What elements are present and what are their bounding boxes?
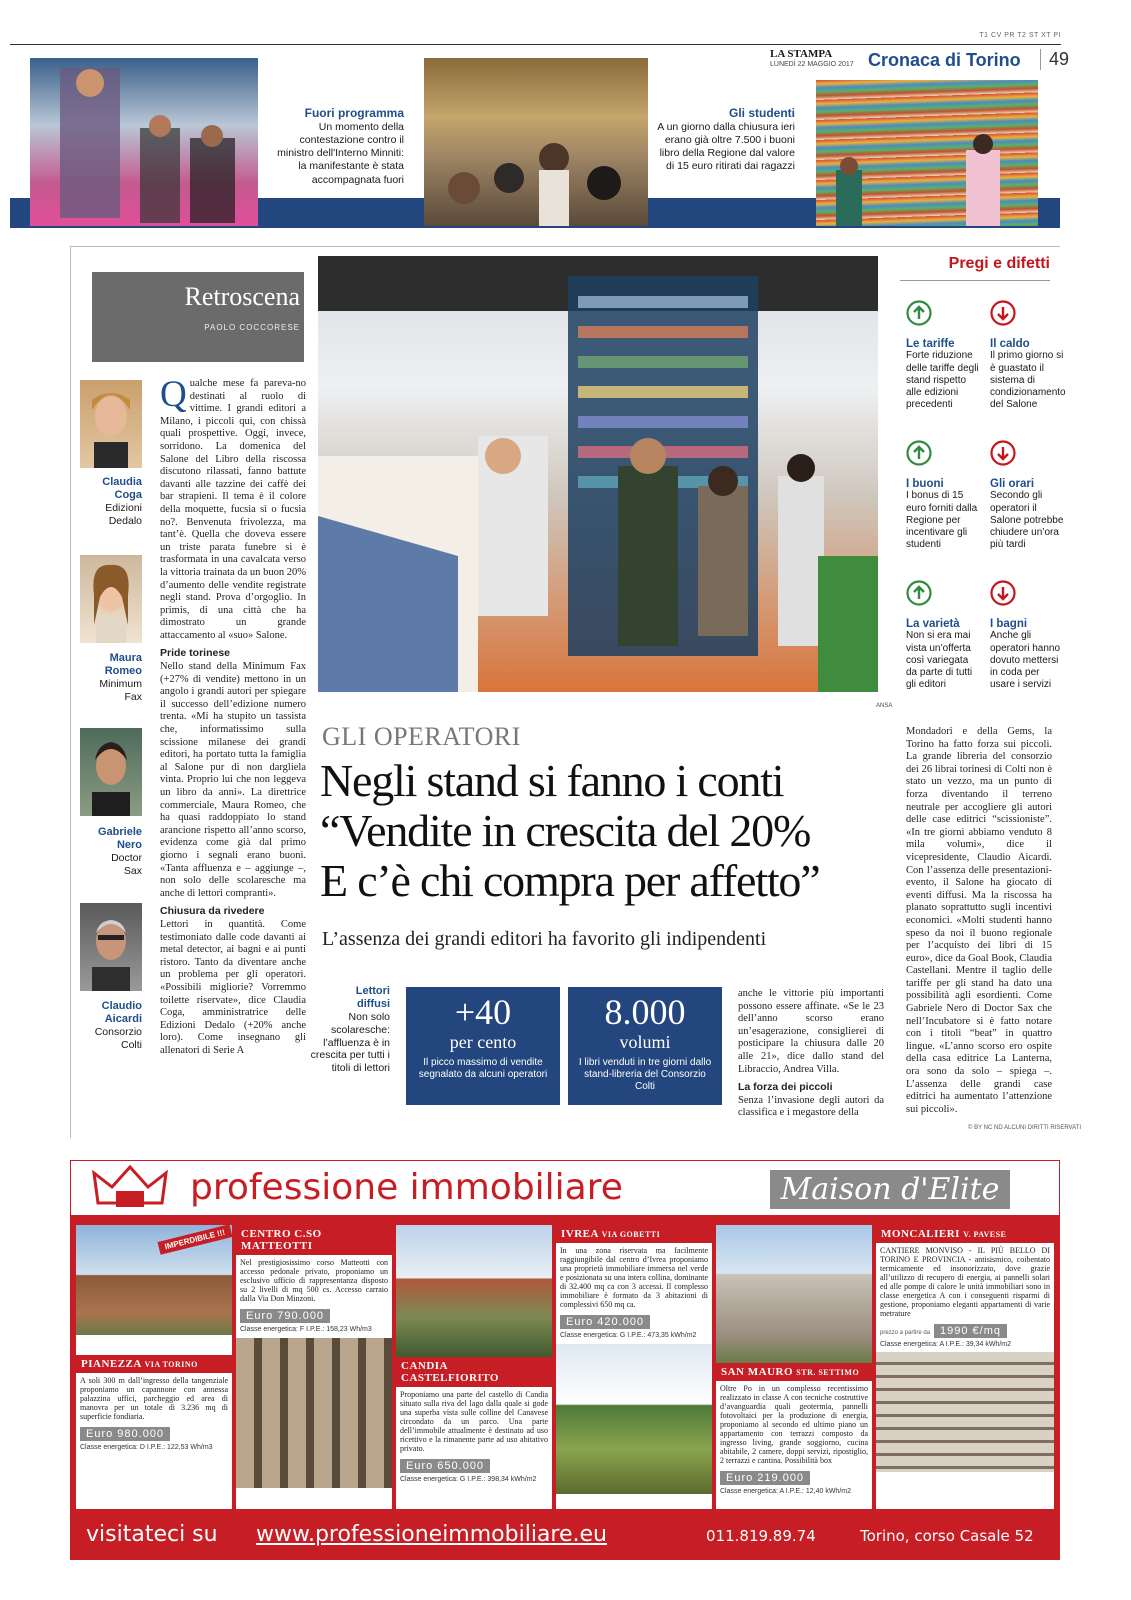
- listing-photo: [396, 1225, 552, 1357]
- subheading: Pride torinese: [160, 647, 231, 660]
- article-column-3: Mondadori e della Gems, la Torino ha fatto forza sui piccoli. La grande libreria del consorzio dei 26 librai torinesi di Colti non è stato un vezzo, ma un punto di forza diventando il terreno neutrale per accogliere gli autori delle case editrici “scissioniste”. «In tre giorni abbiamo venduto 8 mila volumi», dice il vicepresidente, Claudio Aicardi. Con l’assenza delle presentazioni-evento, il Salone ha giocato di eventi diffusi. Ma la riscossa ha planato soprattutto sugli incentivi economici. «Molti studenti hanno speso da noi il buono regionale per l’acquisto dei libri di 15 euro», dice da Goal Book, Claudia Castellani. Mentre il taglio delle tariffe per gli stand ha dato una possibilità agli esordienti. Come Gabriele Nero di Doctor Sax che nell’Incubatore si è fatto notare con i titoli “beat” in quattro lingue. «L’anno scorso ero ospite della casa editrice La Lanterna, ora sono da solo – spiega –. L’assenza delle grandi case editrici ha aumentato l’attenzione sui piccoli».: [906, 726, 1052, 1115]
- subheading: Chiusura da rivedere: [160, 905, 265, 918]
- article-column-2: anche le vittorie più importanti possono essere affinate. «Se le 23 dell’anno scorso erano un’esagerazione, consiglierei di posticipare la chiusura dalle 20 alle 21», dice dallo stand del Libraccio, Andrea Villa. La forza dei piccoli Senza l’invasione degli autori da classifica e i megastore della: [738, 988, 884, 1119]
- listing-town: PIANEZZA VIA TORINO: [76, 1355, 232, 1373]
- header-rule: [10, 44, 1061, 45]
- footer-url[interactable]: www.professioneimmobiliare.eu: [256, 1522, 607, 1547]
- listing-badge: IMPERDIBILE !!!: [158, 1225, 232, 1255]
- listing-town: CENTRO C.SO MATTEOTTI: [236, 1225, 392, 1255]
- listing-candia: [396, 1225, 552, 1509]
- caption-text: A un giorno dalla chiusura ieri erano già oltre 7.500 i buoni libro della Regione dal valore di 15 euro ritirati dai ragazzi: [657, 121, 795, 173]
- pregi-difetti-rule: [900, 280, 1050, 281]
- stat-unit: volumi: [619, 1032, 671, 1052]
- pregio-item: Le tariffe Forte riduzione delle tariffe degli stand rispetto alle edizioni precedenti: [906, 300, 982, 411]
- arrow-up-icon: [906, 300, 932, 326]
- book-wall-photo: [816, 80, 1038, 226]
- difetto-item: I bagni Anche gli operatori hanno dovuto mettersi in coda per usare i servizi: [990, 580, 1066, 691]
- caption-gli-studenti: [655, 106, 795, 174]
- book-wall-visitors: [816, 80, 1038, 226]
- listing-energy-class: Classe energetica: G I.P.E.: 398,34 kWh/m2: [400, 1476, 537, 1483]
- stat-desc: I libri venduti in tre giorni dallo stand-libreria del Consorzio Colti: [578, 1057, 712, 1092]
- avatar: [80, 903, 142, 991]
- ad-brand: professione immobiliare: [190, 1167, 623, 1208]
- listing-text: In una zona riservata ma facilmente raggiungibile dal centro d’Ivrea proponiamo una proprietà immobiliare immersa nel verde e posizionata su una intera collina, dominante di 32.400 mq ca con 3 accessi. Il complesso immobiliare è formato da 3 abitazioni di complessivi 650 mq ca.: [560, 1246, 708, 1309]
- listing-price: Euro 980.000: [80, 1427, 170, 1441]
- salone-main-photo: [318, 256, 878, 692]
- listing-moncalieri: [876, 1225, 1054, 1509]
- listing-text: Nel prestigiosissimo corso Matteotti con accesso pedonale privato, proponiamo un esclusivo ufficio di rappresentanza disposto su 2 livelli di mq 500 cs. Accesso carraio dalla Via Don Minzoni.: [240, 1258, 388, 1303]
- stat-unit: per cento: [449, 1032, 517, 1052]
- article-column-1: Qualche mese fa pareva-no destinati al ruolo di vittime. I grandi editori a Milano, i piccoli qui, con chissà quali prospettive. Oggi, invece, sorridono. La domenica del Salone del Libro della riscossa discutono rilassati, fanno battute davanti alle tazzine dei caffè dei bar strapieni. Il tema è il colore della moquette, fucsia sì o fucsia no?. Benvenuta frivolezza, ma tant’è. Quella che doveva essere un triste parata funebre si è trasformata in una cavalcata verso la vittoria trainata da un buon 20% d’aumento delle vendite registrate negli stand. Prova d’orgoglio. In primis, di una città che ha dimostrato un grande attaccamento al «suo» Salone. Pride torinese Nello stand della Minimum Fax (+27% di vendite) mettono in un angolo i grandi autori per spiegare il successo dell’edizione numero trenta. «Mi ha stupito un tassista che, informatissimo sulla scissione milanese dei grandi editori, ha portato tutta la famiglia al Salone pur di non dargliela vinta. Proprio lui che non leggeva un libro da anni». La direttrice commerciale, Maura Romeo, che ha quasi raddoppiato lo stand arancione rispetto all’anno scorso, evidenza come già dal primo giorno i segnali erano buoni. «Tanta affluenza e – aggiunge –, non solo delle scolaresche ma anche di lettori compranti». Chiusura da rivedere Lettori in quantità. Come testimoniato dalle code davanti ai metal detector, ai bagni e ai punti ristoro. Tanto da diventare anche un problema per gli operatori. «Possibili migliorie? Vorremmo toilette riservate», dice Claudia Coga, amministratrice delle Edizioni Dedalo (+20% anche loro). Come insegnano gli allenatori di Serie A: [160, 378, 306, 1056]
- listing-photo: [876, 1352, 1054, 1472]
- arrow-up-icon: [906, 440, 932, 466]
- ad-maison: Maison d'Elite: [770, 1170, 1010, 1209]
- listing-town: MONCALIERI V. PAVESE: [876, 1225, 1054, 1243]
- listing-price: Euro 420.000: [560, 1315, 650, 1329]
- listing-text: CANTIERE MONVISO - IL PIÙ BELLO DI TORINO E PROVINCIA - antisismico, coibentato termicamente ed insonorizzato, dove grazie all’utilizzo di recupero di energia, ai pannelli solari ed alle pompe di calore le unità immobiliari sono in classe energetica A con i conseguenti risparmi di gestione, proponiamo eleganti appartamenti di varie metrature: [880, 1246, 1050, 1318]
- listing-energy-class: Classe energetica: A I.P.E.: 39,34 kWh/m2: [880, 1341, 1011, 1348]
- listing-photo: [716, 1225, 872, 1363]
- article-kicker: GLI OPERATORI: [322, 722, 521, 751]
- avatar: [80, 380, 142, 468]
- section-title: Cronaca di Torino: [868, 50, 1021, 70]
- protest-photo-figures: [30, 58, 258, 226]
- stat-desc: Il picco massimo di vendite segnalato da alcuni operatori: [418, 1057, 548, 1080]
- copyright-note: © BY NC ND ALCUNI DIRITTI RISERVATI: [968, 1125, 1081, 1131]
- difetto-item: Gli orari Secondo gli operatori il Salone potrebbe chiudere un’ora più tardi: [990, 440, 1066, 551]
- footer-address: Torino, corso Casale 52: [860, 1527, 1034, 1545]
- page-codes: T1 CV PR T2 ST XT PI: [979, 32, 1061, 39]
- listing-pianezza: [76, 1225, 232, 1509]
- person-claudio-aicardi: Claudio Aicardi Consorzio Colti: [94, 1000, 142, 1051]
- listing-price-row: prezzo a partire da 1990 €/mq: [876, 1321, 1054, 1340]
- students-photo-crowd: [424, 58, 648, 226]
- caption-fuori-programma: [268, 106, 404, 187]
- avatar: [80, 555, 142, 643]
- listing-photo: [556, 1344, 712, 1494]
- column-name: Retroscena: [184, 282, 300, 311]
- stat-box: [406, 987, 560, 1105]
- photo-credit: ANSA: [876, 703, 893, 709]
- arrow-down-icon: [990, 580, 1016, 606]
- caption-text: Un momento della contestazione contro il ministro dell'Interno Minniti: la manifestante è stata accompagnata fuori: [277, 121, 404, 186]
- article-headline: Negli stand si fanno i conti “Vendite in crescita del 20% E c’è chi compra per affetto”: [320, 755, 820, 906]
- avatar: [80, 728, 142, 816]
- dropcap: Q: [160, 378, 187, 415]
- footer-text: visitateci su: [86, 1522, 218, 1547]
- stat-box: [568, 987, 722, 1105]
- listing-town: CANDIA CASTELFIORITO: [396, 1357, 552, 1387]
- listing-text: Oltre Po in un complesso recentissimo realizzato in classe A con tecniche costruttive d’avanguardia quali geotermia, pannelli fotovoltaici per la produzione di energia, proponiamo al secondo ed ultimo piano un appartamento con terrazzi composto da ingresso living, grande soggiorno, cucina abitabile, 2 camere, doppi servizi, ripostiglio, 2 terrazzi e cantina. Possibilità box: [720, 1384, 868, 1465]
- listing-town: SAN MAURO STR. SETTIMO: [716, 1363, 872, 1381]
- listing-town: IVREA VIA GOBETTI: [556, 1225, 712, 1243]
- listing-energy-class: Classe energetica: G I.P.E.: 473,35 kWh/m2: [560, 1332, 697, 1339]
- listing-text: Proponiamo una parte del castello di Candia situato sulla riva del lago dalla quale si gode una superba vista sulle colline del Canavese circondato da un parco. Una parte dell’immobile attualmente è destinato ad uso ricettivo e la rimanente parte ad uso abitativo privato.: [400, 1390, 548, 1453]
- stat-value: +40: [454, 992, 512, 1032]
- listing-san-mauro: [716, 1225, 872, 1509]
- arrow-down-icon: [990, 300, 1016, 326]
- caption-title: Gli studenti: [729, 106, 795, 120]
- listing-energy-class: Classe energetica: D I.P.E.: 122,53 Wh/m3: [80, 1444, 213, 1451]
- listing-ivrea: [556, 1225, 712, 1509]
- person-claudia-coga: Claudia Coga Edizioni Dedalo: [102, 476, 142, 527]
- listing-price: Euro 650.000: [400, 1459, 490, 1473]
- person-maura-romeo: Maura Romeo Minimum Fax: [99, 652, 142, 703]
- crown-logo-icon: [90, 1163, 170, 1213]
- listing-price: Euro 219.000: [720, 1471, 810, 1485]
- arrow-down-icon: [990, 440, 1016, 466]
- issue-date: LUNEDÌ 22 MAGGIO 2017: [770, 61, 854, 68]
- page-number: 49: [1040, 49, 1069, 70]
- listing-energy-class: Classe energetica: F I.P.E.: 158,23 Wh/m3: [240, 1326, 372, 1333]
- article-subheadline: L’assenza dei grandi editori ha favorito gli indipendenti: [322, 928, 767, 950]
- listing-photo: [236, 1338, 392, 1488]
- lettori-diffusi-box: Lettori diffusi Non solo scolaresche: l’affluenza è in crescita per tutti i titoli di lettori: [310, 985, 390, 1074]
- pregio-item: La varietà Non si era mai vista un’offerta così variegata da parte di tutti gli editori: [906, 580, 982, 691]
- person-gabriele-nero: Gabriele Nero Doctor Sax: [97, 826, 142, 877]
- difetto-item: Il caldo Il primo giorno si è guastato il sistema di condizionamento del Salone: [990, 300, 1066, 411]
- arrow-up-icon: [906, 580, 932, 606]
- subheading: La forza dei piccoli: [738, 1081, 833, 1094]
- listing-matteotti: [236, 1225, 392, 1509]
- pregi-difetti-title: Pregi e difetti: [948, 255, 1050, 272]
- column-author: PAOLO COCCORESE: [204, 323, 300, 332]
- newspaper-name: LA STAMPA: [770, 48, 833, 60]
- protest-photo: [30, 58, 258, 226]
- ad-footer: [70, 1515, 1060, 1560]
- pregio-item: I buoni I bonus di 15 euro forniti dalla Regione per incentivare gli studenti: [906, 440, 982, 551]
- stat-value: 8.000: [604, 992, 686, 1032]
- listing-photo: [76, 1225, 232, 1335]
- footer-phone: 011.819.89.74: [706, 1527, 816, 1545]
- listing-energy-class: Classe energetica: A I.P.E.: 12,40 kWh/m2: [720, 1488, 851, 1495]
- listing-price: Euro 790.000: [240, 1309, 330, 1323]
- listing-price: 1990 €/mq: [934, 1324, 1007, 1338]
- listing-text: A soli 300 m dall’ingresso della tangenziale proponiamo un capannone con annessa palazzina uffici, parcheggio ed area di manovra per un totale di 3.236 mq di superficie fondiaria.: [80, 1376, 228, 1421]
- caption-title: Fuori programma: [304, 106, 404, 120]
- students-photo: [424, 58, 648, 226]
- salone-photo-scene: [318, 256, 878, 692]
